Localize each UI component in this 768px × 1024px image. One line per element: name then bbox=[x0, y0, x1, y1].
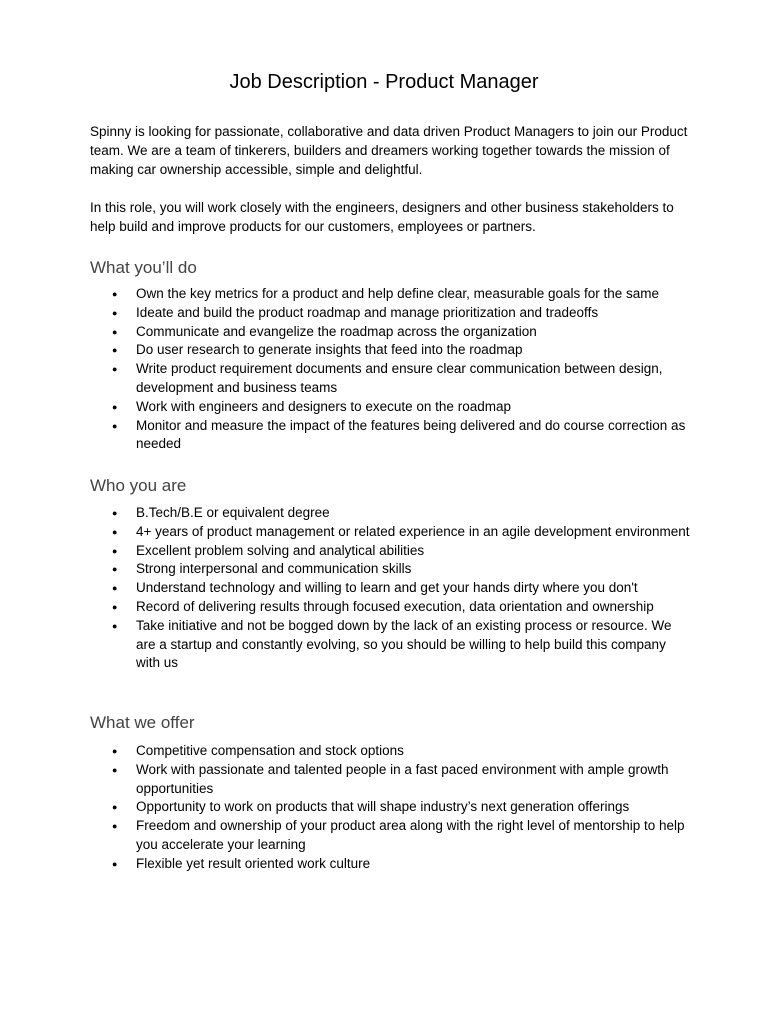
list-item: ● Take initiative and not be bogged down by the lack of an existing process or resource. We are a startup and constantly evolving, so you should be willing to help build this company with us bbox=[90, 617, 690, 673]
list-item: ● Write product requirement documents and ensure clear communication between design, development and business teams bbox=[90, 360, 690, 398]
list-item: ● Opportunity to work on products that will shape industry’s next generation offerings bbox=[90, 798, 690, 817]
list-item: ● Strong interpersonal and communication skills bbox=[90, 560, 690, 579]
list-item: ● Do user research to generate insights that feed into the roadmap bbox=[90, 341, 690, 360]
list-item: ● Flexible yet result oriented work culture bbox=[90, 855, 690, 874]
list-what-we-offer bbox=[90, 742, 690, 874]
list-item: ● Work with engineers and designers to execute on the roadmap bbox=[90, 398, 690, 417]
list-item: ● Work with passionate and talented people in a fast paced environment with ample growth opportunities bbox=[90, 761, 690, 799]
list-item: ● Excellent problem solving and analytical abilities bbox=[90, 542, 690, 561]
page-title: Job Description - Product Manager bbox=[229, 71, 539, 93]
list-item: ● B.Tech/B.E or equivalent degree bbox=[90, 504, 690, 523]
list-item: ● Competitive compensation and stock options bbox=[90, 742, 690, 761]
list-item: ● 4+ years of product management or related experience in an agile development environment bbox=[90, 523, 690, 542]
list-item: ● Freedom and ownership of your product area along with the right level of mentorship to help you accelerate your learning bbox=[90, 817, 690, 855]
list-item: ● Monitor and measure the impact of the features being delivered and do course correction as needed bbox=[90, 417, 690, 455]
list-item: ● Ideate and build the product roadmap and manage prioritization and tradeoffs bbox=[90, 304, 690, 323]
section-heading-who-you-are: Who you are bbox=[90, 476, 187, 495]
section-heading-what-youll-do: What you’ll do bbox=[90, 258, 197, 277]
intro-paragraph: Spinny is looking for passionate, collaborative and data driven Product Managers to join our Product team. We are a team of tinkerers, builders and dreamers working together towards the mission of making car ownership accessible, simple and delightful. bbox=[90, 124, 688, 177]
list-item: ● Own the key metrics for a product and help define clear, measurable goals for the same bbox=[90, 285, 690, 304]
role-paragraph: In this role, you will work closely with the engineers, designers and other business stakeholders to help build and improve products for our customers, employees or partners. bbox=[90, 200, 674, 234]
list-what-youll-do bbox=[90, 285, 690, 454]
section-heading-what-we-offer: What we offer bbox=[90, 713, 195, 732]
list-item: ● Understand technology and willing to learn and get your hands dirty where you don't bbox=[90, 579, 690, 598]
list-item: ● Record of delivering results through focused execution, data orientation and ownership bbox=[90, 598, 690, 617]
list-item: ● Communicate and evangelize the roadmap across the organization bbox=[90, 323, 690, 342]
list-who-you-are bbox=[90, 504, 690, 673]
